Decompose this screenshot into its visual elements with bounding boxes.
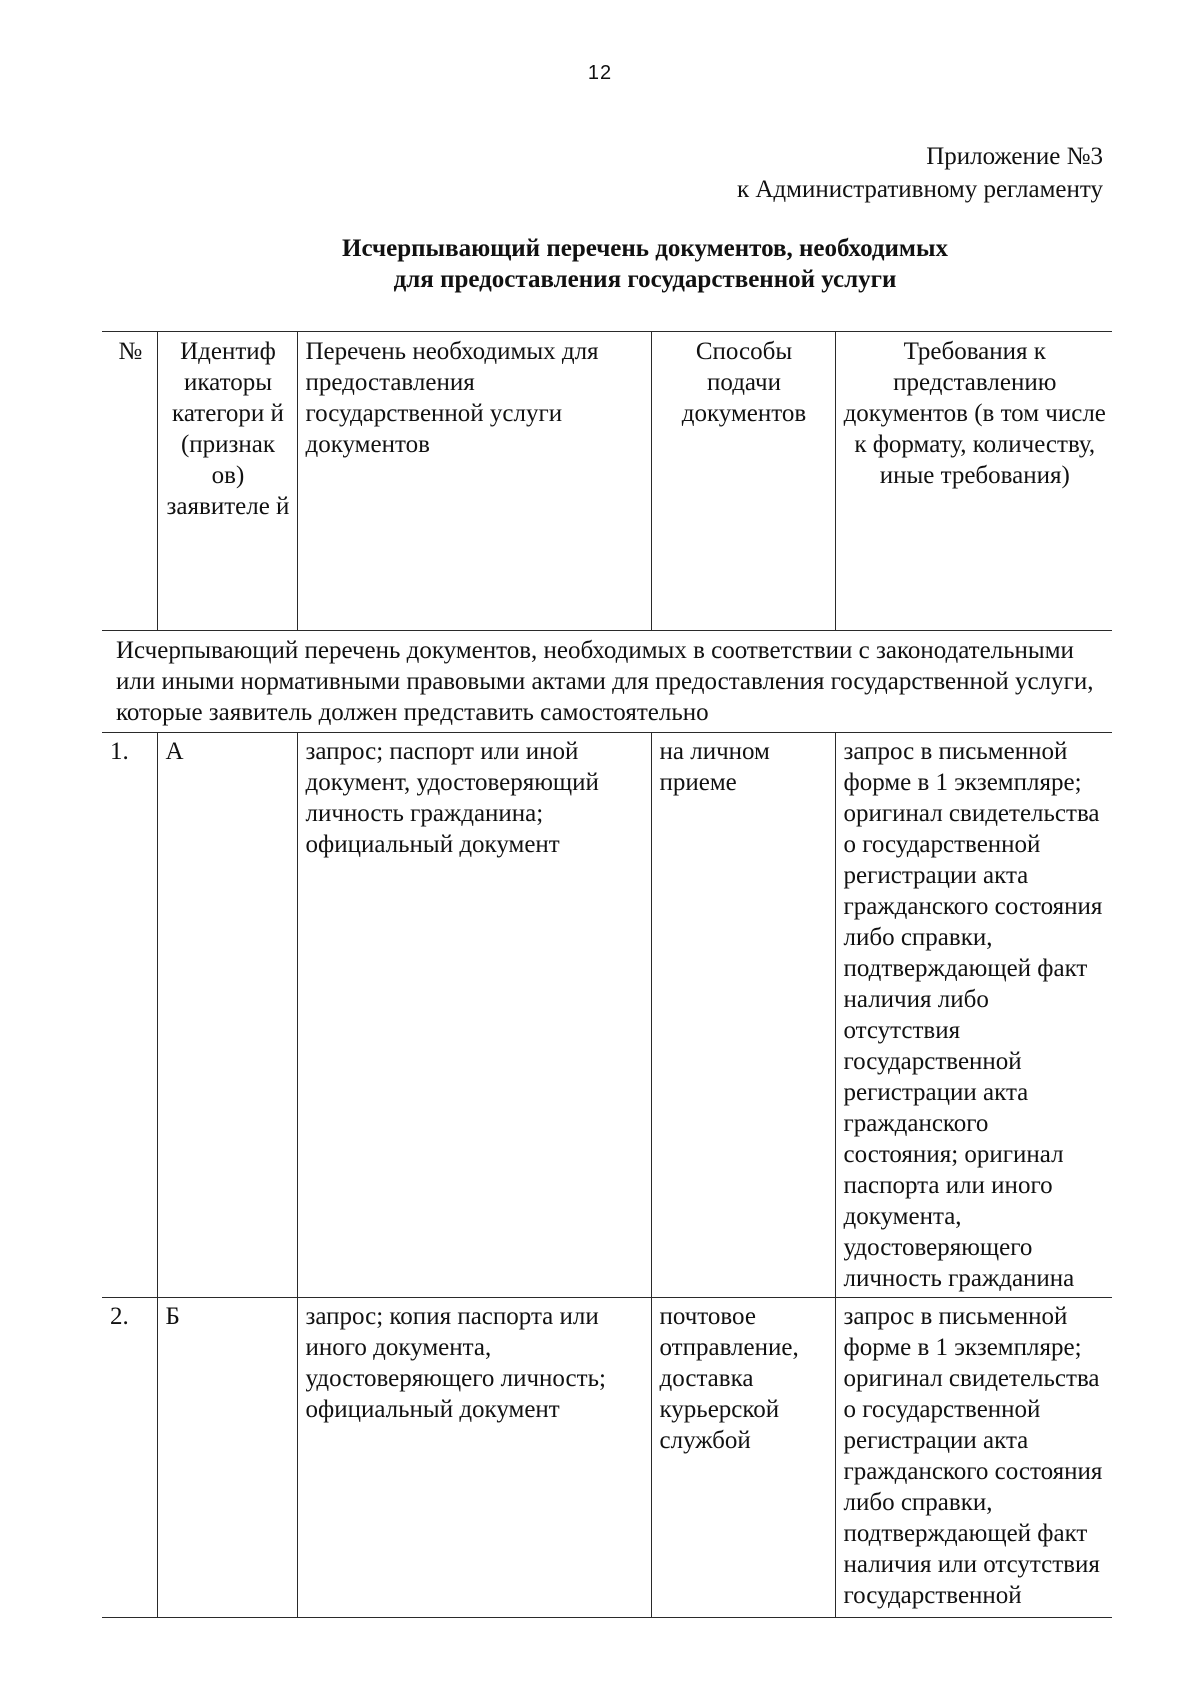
row-number: 1. (102, 733, 157, 1298)
header-applicant-category: Идентиф икаторы категори й (признак ов) заявителе й (157, 332, 297, 631)
header-submission-methods: Способы подачи документов (651, 332, 835, 631)
table-row (102, 1298, 1112, 1618)
appendix-number: Приложение №3 (926, 143, 1103, 170)
row-applicant-category: Б (157, 1298, 297, 1618)
document-title-line-1: Исчерпывающий перечень документов, необходимых (342, 235, 948, 262)
row-requirements: запрос в письменной форме в 1 экземпляре; оригинал свидетельства о государственной регистрации акта гражданского состояния либо справки, подтверждающей факт наличия или отсутствия государственной (835, 1298, 1112, 1618)
document-title (0, 233, 1200, 295)
row-submission-method: почтовое отправление, доставка курьерской службой (651, 1298, 835, 1618)
row-submission-method: на личном приеме (651, 733, 835, 1298)
documents-table (102, 331, 1112, 1618)
header-number: № (102, 332, 157, 631)
table-row (102, 733, 1112, 1298)
row-required-documents: запрос; паспорт или иной документ, удостоверяющий личность гражданина; официальный документ (297, 733, 651, 1298)
document-title-line-2: для предоставления государственной услуги (393, 266, 897, 293)
row-requirements: запрос в письменной форме в 1 экземпляре; оригинал свидетельства о государственной регистрации акта гражданского состояния либо справки, подтверждающей факт наличия либо отсутствия государственной регистрации акта гражданского состояния; оригинал паспорта или иного документа, удостоверяющего личность гражданина (835, 733, 1112, 1298)
table-section-row (102, 631, 1112, 733)
table-header-row (102, 332, 1112, 631)
page-number: 12 (587, 62, 613, 84)
appendix-regulation: к Административному регламенту (736, 176, 1103, 203)
header-required-documents: Перечень необходимых для предоставления государственной услуги документов (297, 332, 651, 631)
row-applicant-category: А (157, 733, 297, 1298)
row-required-documents: запрос; копия паспорта или иного документа, удостоверяющего личность; официальный документ (297, 1298, 651, 1618)
row-number: 2. (102, 1298, 157, 1618)
header-requirements: Требования к представлению документов (в том числе к формату, количеству, иные требования) (835, 332, 1112, 631)
section-title: Исчерпывающий перечень документов, необходимых в соответствии с законодательными или иными нормативными правовыми актами для предоставления государственной услуги, которые заявитель должен представить самостоятельно (102, 631, 1112, 733)
appendix-header (737, 140, 1103, 206)
